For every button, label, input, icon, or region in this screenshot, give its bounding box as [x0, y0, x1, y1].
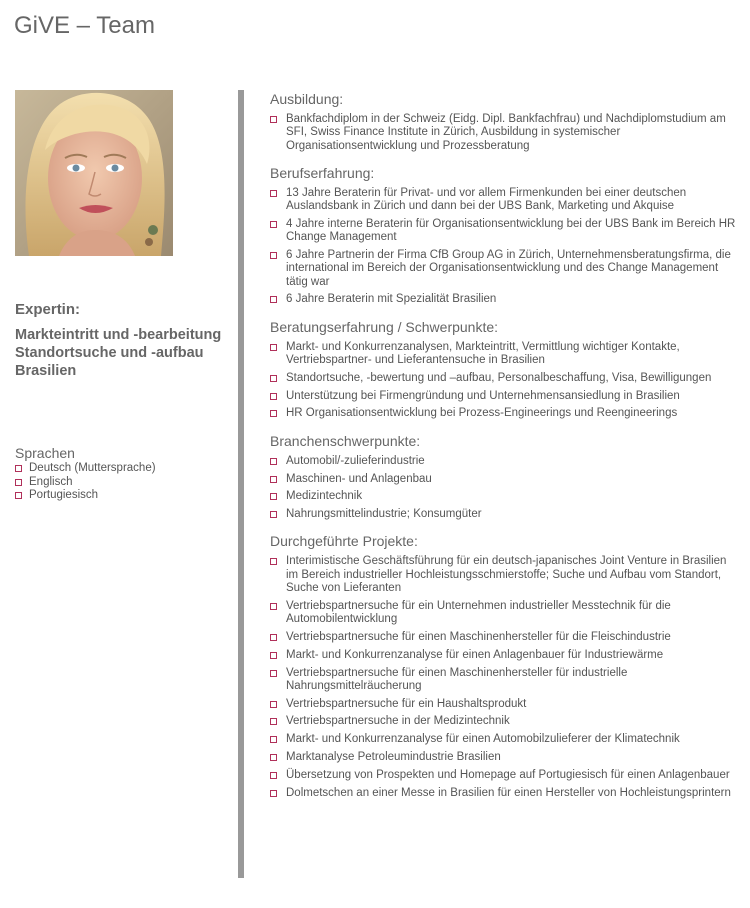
bullet-square-icon	[270, 634, 277, 641]
bullet-square-icon	[15, 479, 22, 486]
expertise-list	[15, 326, 240, 380]
bullet-square-icon	[270, 375, 277, 382]
list-item	[270, 769, 740, 782]
expertise-line: Brasilien	[15, 363, 77, 379]
bullet-square-icon	[270, 603, 277, 610]
list-item	[270, 293, 740, 306]
bullet-square-icon	[270, 511, 277, 518]
list-item	[270, 249, 740, 289]
list-item-text: Medizintechnik	[286, 490, 363, 503]
section-branchenschwerpunkte	[270, 433, 740, 522]
list-item	[270, 649, 740, 662]
list-item	[270, 751, 740, 764]
list-item-text: Nahrungsmittelindustrie; Konsumgüter	[286, 508, 482, 521]
list-item	[270, 600, 740, 627]
list-item-text: Markt- und Konkurrenzanalyse für einen Anlagenbauer für Industriewärme	[286, 648, 664, 661]
list-item	[270, 508, 740, 521]
language-item	[15, 462, 156, 476]
list-item	[270, 218, 740, 245]
expertise-line: Standortsuche und -aufbau	[15, 345, 204, 361]
list-item	[270, 490, 740, 503]
list-item-text: Maschinen- und Anlagenbau	[286, 472, 432, 485]
list-item	[270, 407, 740, 420]
list-item	[270, 667, 740, 694]
list-item	[270, 455, 740, 468]
language-label: Deutsch (Muttersprache)	[29, 462, 156, 474]
list-item	[270, 555, 740, 595]
bullet-square-icon	[270, 221, 277, 228]
bullet-square-icon	[270, 790, 277, 797]
bullet-square-icon	[270, 493, 277, 500]
list-item-text: Markt- und Konkurrenzanalyse für einen Automobilzulieferer der Klimatechnik	[286, 733, 680, 746]
list-item-text: 6 Jahre Partnerin der Firma CfB Group AG in Zürich, Unternehmensberatungsfirma, die international im Bereich der Organisationsentwicklung und des Change Management tätig war	[286, 249, 731, 288]
bullet-square-icon	[270, 558, 277, 565]
list-item	[270, 372, 740, 385]
page-title: GiVE – Team	[14, 12, 155, 39]
list-item-text: Dolmetschen an einer Messe in Brasilien für einen Hersteller von Hochleistungsprintern	[286, 786, 731, 799]
list-item-text: Vertriebspartnersuche für einen Maschinenhersteller für die Fleischindustrie	[286, 630, 671, 643]
bullet-square-icon	[270, 190, 277, 197]
list-item-text: 4 Jahre interne Beraterin für Organisationsentwicklung bei der UBS Bank im Bereich HR Change Management	[286, 217, 736, 244]
list-item	[270, 787, 740, 800]
portrait-photo	[15, 90, 173, 256]
bullet-square-icon	[270, 296, 277, 303]
list-item-text: Vertriebspartnersuche für ein Haushaltsprodukt	[286, 697, 527, 710]
section-projekte	[270, 533, 740, 799]
list-item-text: Vertriebspartnersuche in der Medizintechnik	[286, 715, 510, 728]
bullet-square-icon	[270, 410, 277, 417]
list-item	[270, 733, 740, 746]
bullet-square-icon	[270, 772, 277, 779]
bullet-square-icon	[270, 116, 277, 123]
list-item	[270, 113, 740, 153]
expertin-label: Expertin:	[15, 301, 81, 318]
vertical-divider	[238, 90, 244, 878]
bullet-square-icon	[15, 465, 22, 472]
bullet-square-icon	[270, 458, 277, 465]
language-label: Portugiesisch	[29, 489, 99, 501]
section-heading: Branchenschwerpunkte:	[270, 432, 421, 449]
profile-details	[270, 91, 740, 812]
bullet-square-icon	[270, 701, 277, 708]
list-item-text: HR Organisationsentwicklung bei Prozess-Engineerings und Reengineerings	[286, 407, 678, 420]
section-heading: Ausbildung:	[270, 91, 344, 107]
expertise-line: Markteintritt und -bearbeitung	[15, 327, 222, 343]
list-item	[270, 390, 740, 403]
language-item	[15, 476, 156, 490]
bullet-square-icon	[270, 652, 277, 659]
list-item-text: Markt- und Konkurrenzanalysen, Markteintritt, Vermittlung wichtiger Kontakte, Vertriebspartner- und Lieferantensuche in Brasilien	[286, 340, 680, 367]
bullet-square-icon	[270, 736, 277, 743]
list-item	[270, 715, 740, 728]
bullet-square-icon	[270, 718, 277, 725]
list-item-text: Vertriebspartnersuche für ein Unternehmen industrieller Messtechnik für die Automobilentwicklung	[286, 599, 671, 626]
list-item	[270, 698, 740, 711]
bullet-square-icon	[270, 670, 277, 677]
list-item	[270, 473, 740, 486]
languages-block	[15, 445, 156, 503]
list-item-text: Vertriebspartnersuche für einen Maschinenhersteller für industrielle Nahrungsmittelräucherung	[286, 666, 628, 692]
section-ausbildung	[270, 91, 740, 153]
list-item	[270, 341, 740, 368]
bullet-square-icon	[270, 754, 277, 761]
bullet-square-icon	[270, 252, 277, 259]
language-item	[15, 489, 156, 503]
list-item	[270, 187, 740, 214]
section-heading: Berufserfahrung:	[270, 164, 375, 181]
list-item-text: Standortsuche, -bewertung und –aufbau, Personalbeschaffung, Visa, Bewilligungen	[286, 371, 712, 384]
languages-heading: Sprachen	[15, 445, 75, 461]
list-item-text: Bankfachdiplom in der Schweiz (Eidg. Dipl. Bankfachfrau) und Nachdiplomstudium am SFI, Swiss Finance Institute in Zürich, Ausbildung in systemischer Organisationsentwicklung und Prozessberatung	[286, 113, 726, 152]
list-item-text: 13 Jahre Beraterin für Privat- und vor allem Firmenkunden bei einer deutschen Auslandsbank in Zürich und dann bei der UBS Bank, Marketing und Akquise	[286, 186, 687, 213]
bullet-square-icon	[270, 476, 277, 483]
section-heading: Beratungserfahrung / Schwerpunkte:	[270, 318, 499, 335]
section-berufserfahrung	[270, 165, 740, 307]
list-item-text: Interimistische Geschäftsführung für ein deutsch-japanisches Joint Venture in Brasilien im Bereich industrieller Hochleistungsschmierstoffe; Suche und Aufbau vom Standort, Suche von Lieferanten	[286, 555, 727, 595]
bullet-square-icon	[15, 492, 22, 499]
list-item-text: Unterstützung bei Firmengründung und Unternehmensansiedlung in Brasilien	[286, 389, 680, 402]
section-heading: Durchgeführte Projekte:	[270, 533, 418, 550]
bullet-square-icon	[270, 393, 277, 400]
list-item-text: Übersetzung von Prospekten und Homepage auf Portugiesisch für einen Anlagenbauer	[286, 768, 730, 781]
bullet-square-icon	[270, 344, 277, 351]
list-item	[270, 631, 740, 644]
list-item-text: 6 Jahre Beraterin mit Spezialität Brasilien	[286, 293, 497, 306]
list-item-text: Automobil/-zulieferindustrie	[286, 454, 425, 467]
list-item-text: Marktanalyse Petroleumindustrie Brasilien	[286, 751, 501, 763]
language-label: Englisch	[29, 475, 73, 488]
section-beratungserfahrung	[270, 319, 740, 421]
